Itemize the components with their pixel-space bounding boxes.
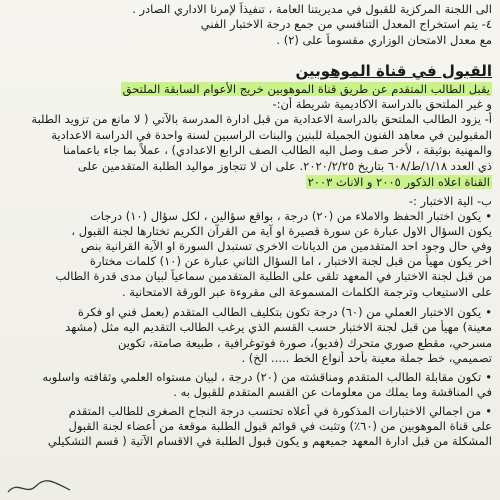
text-line <box>6 269 492 283</box>
text-line <box>6 224 492 238</box>
text-line <box>6 159 492 173</box>
text-line <box>6 209 492 223</box>
bullet-icon: • <box>485 209 492 223</box>
text-line <box>6 404 492 418</box>
line-text: ذي العدد ١/١٨/ط/٦٠٨ بتاريخ ٢٠٢٠/٢/٢٥. على ان لا تتجاوز مواليد الطلبة المتقدمين على <box>77 159 492 173</box>
line-text: القناة اعلاه الذكور ٢٠٠٥ و الاناث ٢٠٠٣ <box>307 175 490 189</box>
text-line <box>6 175 492 189</box>
line-text: مسرحي، مقطع صوري متحرك (فديو)، صورة فوتوغرافية ، طبيعة صامتة، تكوين <box>117 336 492 350</box>
line-text: المقبولين في معاهد الفنون الجميلة للبنين والبنات الراسبين لسنة واحدة في الدراسة الاعدادية <box>51 128 492 142</box>
text-line <box>6 370 492 384</box>
text-line <box>6 128 492 142</box>
line-text: معينة) مهيأ من قبل لجنة الاختبار حسب القسم الذي يرغب الطالب التقديم اليه مثل (مشهد <box>65 320 492 334</box>
line-text: و غير الملتحق بالدراسة الاكاديمية شريطة أن:- <box>272 97 492 111</box>
text-line <box>6 285 492 299</box>
bullet-icon: • <box>485 370 492 384</box>
text-line <box>6 194 492 208</box>
text-line <box>6 434 492 448</box>
text-line <box>6 82 492 96</box>
text-line <box>6 143 492 157</box>
line-text: يكون السؤال الاول عبارة عن سورة قصيرة او آية من القرآن الكريم تختارها لجنة القبول ، <box>71 224 492 238</box>
text-line <box>6 320 492 334</box>
line-text: يكون اختبار الحفظ والاملاء من (٢٠) درجة ، بواقع سؤالين ، لكل سؤال (١٠) درجات <box>89 209 482 223</box>
line-text: الى اللجنة المركزية للقبول في مديريتنا العامة ، تنفيذاً لإمرنا الاداري الصادر . <box>132 2 492 16</box>
text-line <box>6 254 492 268</box>
line-text: في المناقشة وما يملك من معلومات عن القسم المتقدم للقبول به . <box>173 385 492 399</box>
line-text: وفي حال وجود احد المتقدمين من الديانات الاخرى تستبدل السورة او الآية القرانية بنص <box>80 239 492 253</box>
text-line <box>6 33 492 47</box>
text-line <box>6 385 492 399</box>
text-line <box>6 97 492 111</box>
text-line <box>6 305 492 319</box>
line-text: يكون الاختبار العملي من (٦٠) درجة تكون بتكليف الطالب المتقدم (بعمل فني او فكرة <box>77 305 482 319</box>
line-text: المشكلة من قبل ادارة المعهد جميعهم و يكون قبول الطلبة في الاقسام الآتية ( قسم التشكيلي <box>47 434 492 448</box>
text-line <box>6 17 492 31</box>
text-line <box>6 351 492 365</box>
line-text: من اجمالي الاختبارات المذكورة في أعلاه تحتسب درجة النجاح الصغرى للطالب المتقدم <box>68 404 482 418</box>
line-text: مع معدل الامتحان الوزاري مقسوماً على (٢) . <box>276 33 492 47</box>
handwritten-mark <box>4 476 74 498</box>
line-text: ب- الية الاختبار :- <box>408 194 492 208</box>
line-text: يقبل الطالب المتقدم عن طريق قناة الموهوبين خريج الأعوام السابقة الملتحق <box>122 82 490 96</box>
line-text: من قبل لجنة الاختبار في المعهد تلقى على الطلبة المتقدمين سماعياً لبيان مدى قدرة الطالب <box>55 269 492 283</box>
text-line <box>6 419 492 433</box>
line-text: على الاستيعاب وترجمة الكلمات المسموعة الى مقروءة عبر الورقة الامتحانية . <box>121 285 492 299</box>
bullet-icon: • <box>485 404 492 418</box>
text-line <box>6 2 492 16</box>
line-text: تصميمي، خط جملة معينة بأحد أنواع الخط ..... الخ) . <box>241 351 492 365</box>
line-text: اخر يكون مهيأ من قبل لجنة الاختبار ، اما السؤال الثاني عبارة عن (١٠) كلمات مختارة <box>89 254 492 268</box>
text-line <box>6 112 492 126</box>
line-text: القبول في قناة الموهوبين <box>295 62 492 80</box>
text-line <box>6 239 492 253</box>
line-text: على قناة الموهوبين من (٦٠٪) وتثبت في قوائم قبول الطلبة موقعة من أعضاء لجنة القبول <box>68 419 492 433</box>
line-text: تكون مقابلة الطالب المتقدم ومناقشته من (٢٠) درجة ، لبيان مستواه العلمي وثقافته واسلوبه <box>42 370 482 384</box>
line-text: ٤- يتم استخراج المعدل التنافسي من جمع درجة الاختبار الفني <box>200 17 492 31</box>
text-line <box>6 336 492 350</box>
line-text: أ- يزود الطالب الملتحق بالدراسة الاعدادية من قبل ادارة المدرسة بالآتي ( لا مانع من تزويد الطلبة <box>31 112 492 126</box>
line-text: والمهنية بوثيقة ، لأخر صف وصل اليه الطالب الصف الرابع الاعدادي) ، عملاً بما جاء باعمامنا <box>62 143 492 157</box>
bullet-icon: • <box>485 305 492 319</box>
section-heading <box>6 62 492 80</box>
